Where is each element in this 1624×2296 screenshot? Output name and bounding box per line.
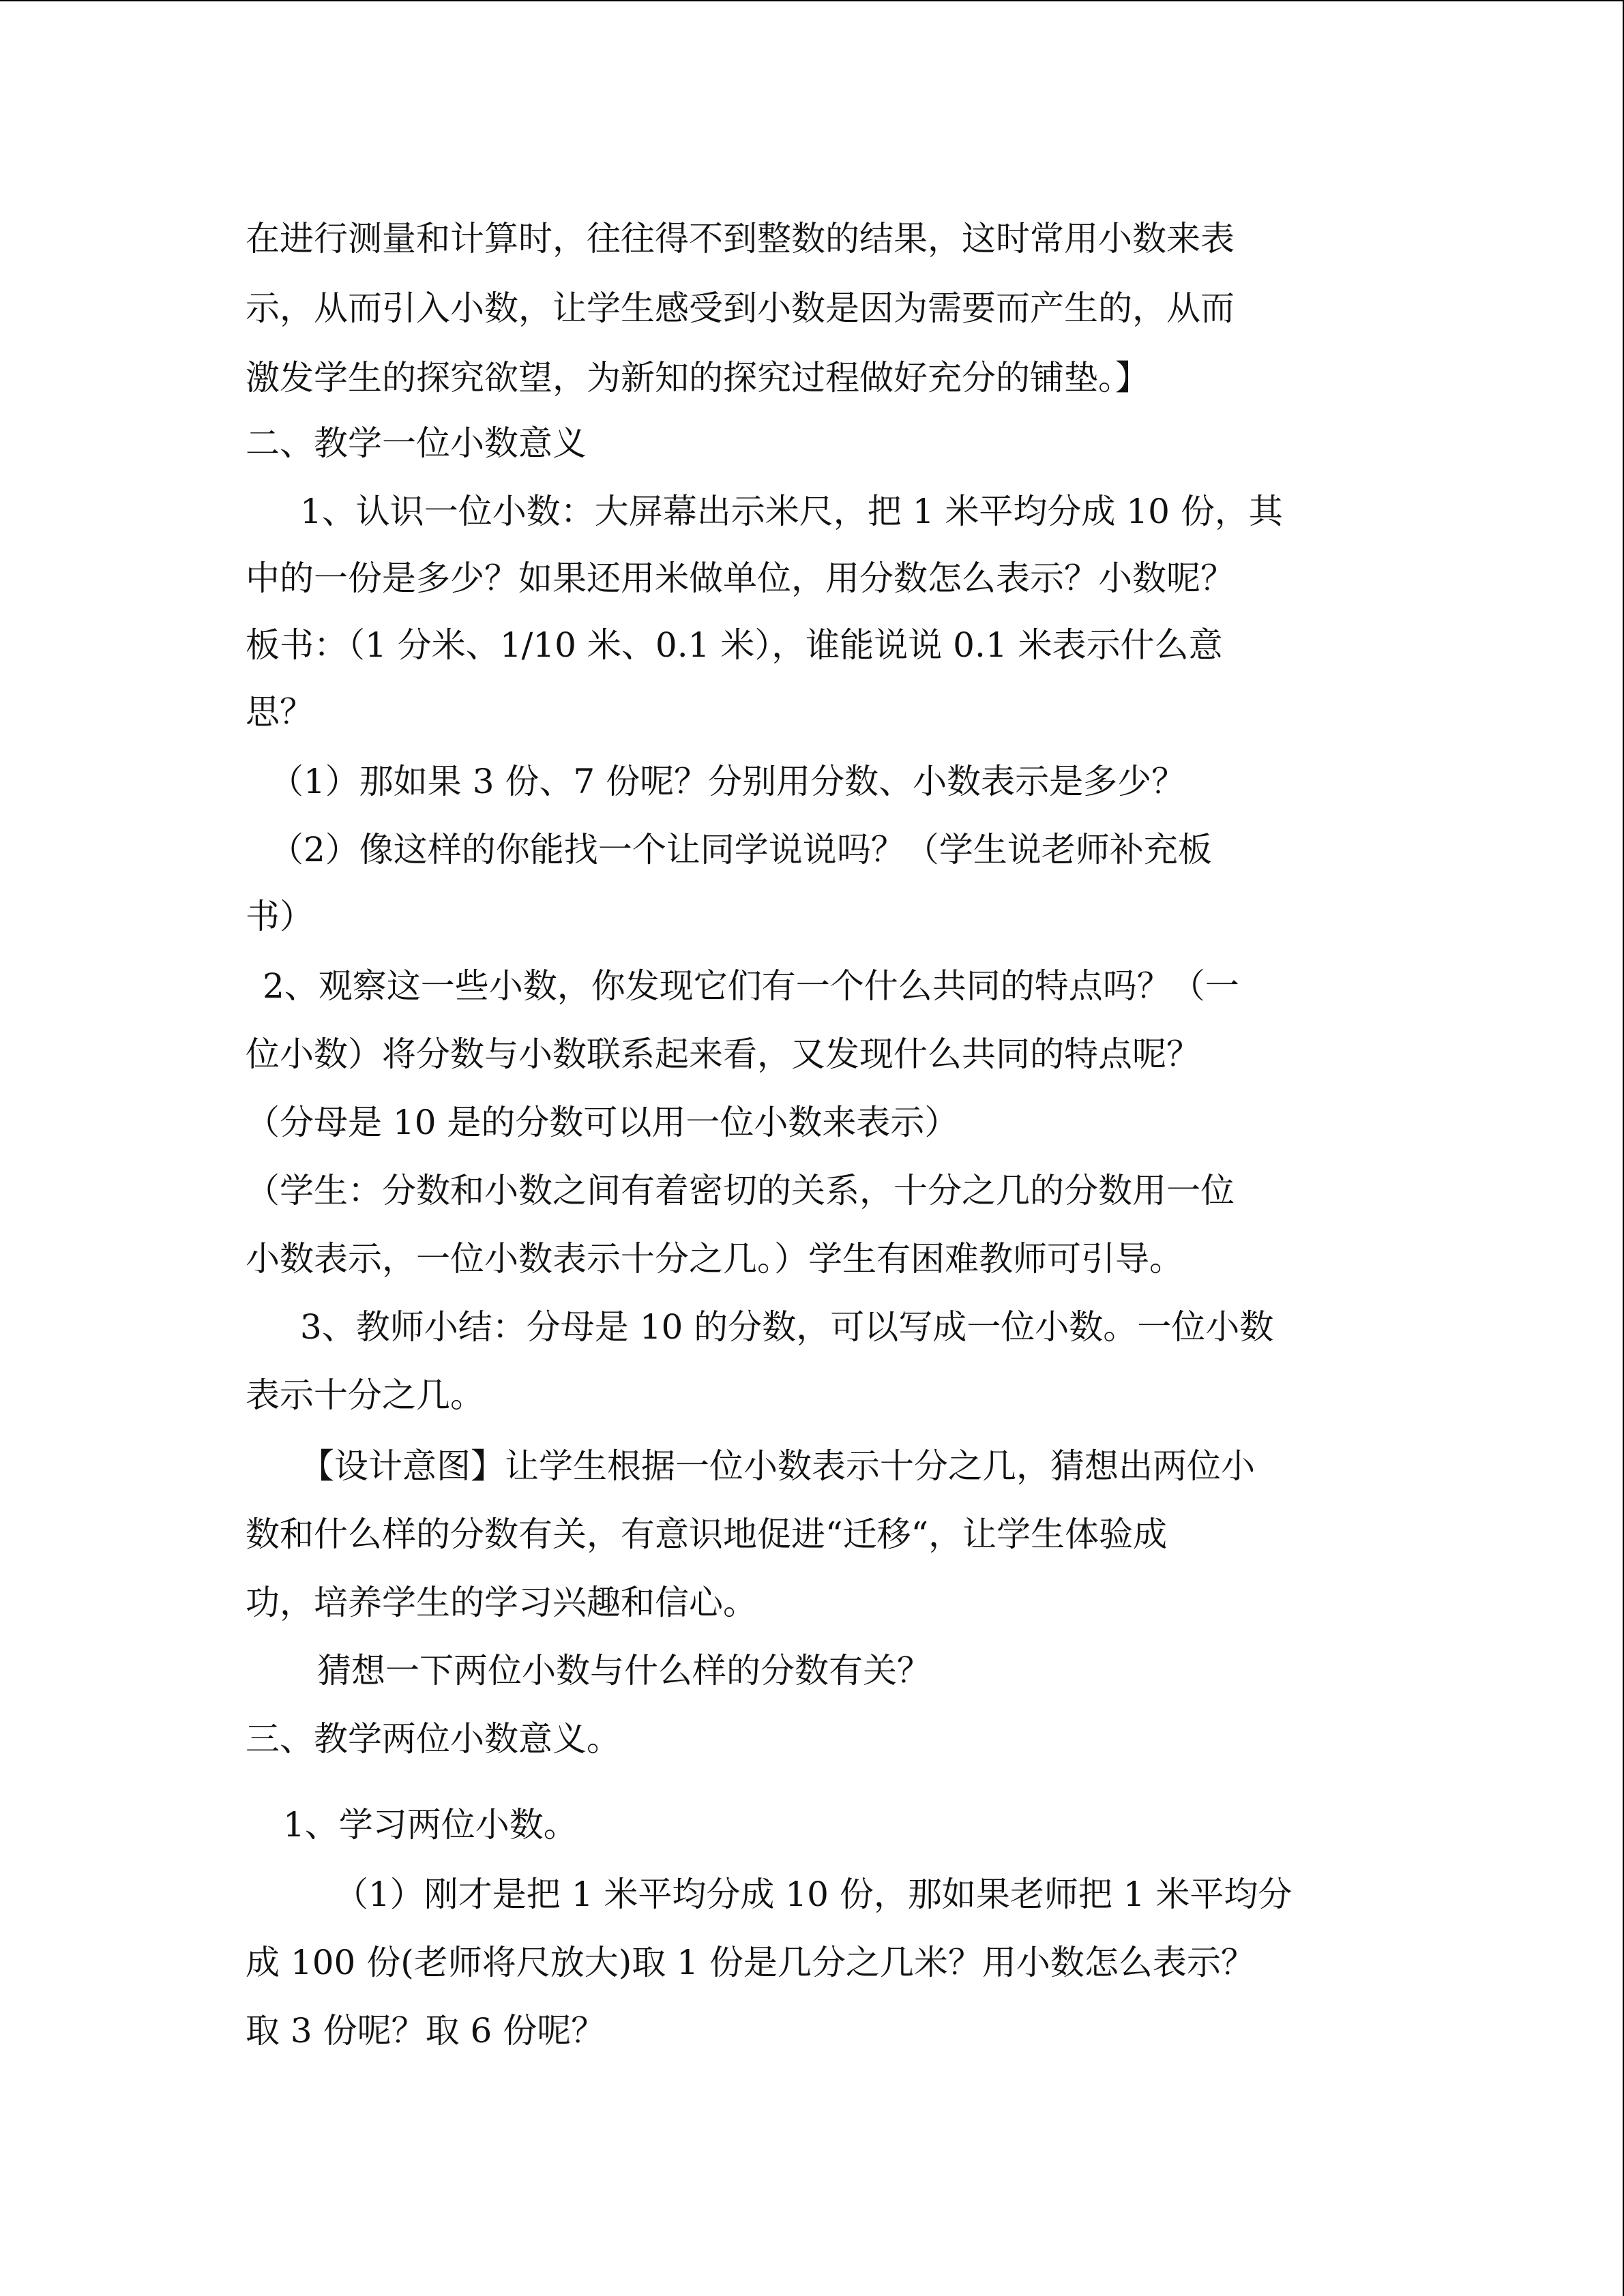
text-line: 在进行测量和计算时，往往得不到整数的结果，这时常用小数来表	[246, 219, 1235, 258]
text-line: 1、认识一位小数：大屏幕出示米尺，把 1 米平均分成 10 份，其	[300, 492, 1283, 531]
text-line: 书）	[246, 897, 314, 936]
text-line: 表示十分之几。	[246, 1375, 484, 1415]
section-heading: 三、教学两位小数意义。	[246, 1719, 621, 1759]
section-heading: 二、教学一位小数意义	[246, 423, 587, 463]
text-line: 1、学习两位小数。	[283, 1805, 578, 1845]
text-line: 数和什么样的分数有关，有意识地促进“迁移“，让学生体验成	[246, 1515, 1168, 1554]
text-line: （分母是 10 是的分数可以用一位小数来表示）	[246, 1103, 959, 1142]
text-line: 板书：（1 分米、1/10 米、0.1 米），谁能说说 0.1 米表示什么意	[246, 625, 1223, 665]
text-line: （1）刚才是把 1 米平均分成 10 份，那如果老师把 1 米平均分	[334, 1875, 1293, 1914]
text-line: 2、观察这一些小数，你发现它们有一个什么共同的特点吗？（一	[263, 966, 1239, 1006]
text-line: 示，从而引入小数，让学生感受到小数是因为需要而产生的，从而	[246, 288, 1235, 328]
text-line: （1）那如果 3 份、7 份呢？分别用分数、小数表示是多少？	[269, 762, 1186, 801]
text-line: 位小数）将分数与小数联系起来看，又发现什么共同的特点呢？	[246, 1034, 1200, 1074]
text-line: 取 3 份呢？取 6 份呢？	[246, 2011, 606, 2051]
text-line: 小数表示，一位小数表示十分之几。）学生有困难教师可引导。	[246, 1239, 1183, 1279]
text-line: （2）像这样的你能找一个让同学说说吗？（学生说老师补充板	[269, 830, 1212, 869]
text-line: 【设计意图】让学生根据一位小数表示十分之几，猜想出两位小	[300, 1446, 1255, 1486]
text-line: （学生：分数和小数之间有着密切的关系，十分之几的分数用一位	[246, 1171, 1235, 1210]
text-line: 激发学生的探究欲望，为新知的探究过程做好充分的铺垫。】	[246, 358, 1149, 398]
text-line: 猜想一下两位小数与什么样的分数有关？	[317, 1651, 931, 1690]
text-line: 功，培养学生的学习兴趣和信心。	[246, 1583, 757, 1622]
text-line: 思？	[246, 692, 314, 732]
text-line: 中的一份是多少？如果还用米做单位，用分数怎么表示？小数呢？	[246, 558, 1235, 598]
text-line: 成 100 份(老师将尺放大)取 1 份是几分之几米？用小数怎么表示？	[246, 1943, 1255, 1982]
text-line: 3、教师小结：分母是 10 的分数，可以写成一位小数。一位小数	[300, 1307, 1274, 1347]
